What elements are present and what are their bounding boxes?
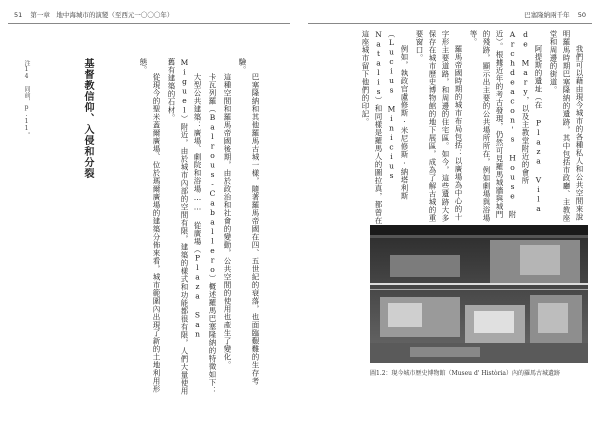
right-header-rule xyxy=(308,23,592,24)
left-page-body xyxy=(102,58,262,398)
right-page-number: 50 xyxy=(577,11,586,19)
left-header-rule xyxy=(8,23,290,24)
excavation-photo xyxy=(370,225,588,363)
paragraph: 卡瓦列羅（Balrous-Caballero）概述羅馬巴塞隆納的特徵如下： xyxy=(208,73,217,395)
paragraph: 巴塞隆納和其他羅馬古城一樣，隨著羅馬帝國在四、五世紀的衰落，也面臨艱難的生存考驗。 xyxy=(238,58,260,385)
roman-ruins-image xyxy=(370,225,588,363)
paragraph: 大型公共建築：廣場、劇院和浴場…… 從廣場（Plaza San Miguel）附近，由於城市內部的空間有限，建築的樣式和功能都很有限，人們大量使用舊有建築的石材。 xyxy=(167,58,202,395)
paragraph: 我們可以藉由現今城市的各種私人和公共空間來說明羅馬時期巴塞隆納的遺跡，其中包括市政廳、主教座堂和周邊的街道。 xyxy=(549,30,584,222)
left-page-header xyxy=(8,10,173,19)
left-running-title: 第一章 地中海城市的演變（至西元一〇〇〇年） xyxy=(30,11,174,19)
paragraph: 羅馬帝國時期的城市布局包括：以廣場為中心的十字形主要道路，和周邊的住宅區。如今，這些遺跡大多保存在城市歷史博物館的地下展區，成為了解古城的重要窗口。 xyxy=(415,30,463,222)
paragraph: 這種空間和羅馬帝國後期，由於政治和社會的變動，公共空間的使用也產生了變化。 xyxy=(223,73,232,369)
right-page-header xyxy=(524,10,592,19)
left-page-number: 51 xyxy=(14,11,23,19)
right-running-title: 巴塞隆納兩千年 xyxy=(524,11,570,19)
paragraph: 從現今的聖米蓋爾廣場、位於瑪爾廣場的建築分佈來看，城市範圍內出現了新的土地利用形態。 xyxy=(139,58,161,393)
paragraph: 阿提斯的遺址（在 Plaza Vila de Mary，以及主教堂附近的會所 Archdeacon's House 附近）。根據近年的考古發現，仍然可見羅馬城牆與城門的殘跡，顯示出主要的公共場所所在，例如劇場與浴場等。 xyxy=(469,30,543,222)
right-page-body xyxy=(361,30,586,225)
section-heading: 基督教信仰、入侵和分裂 xyxy=(82,58,93,179)
figure-caption: 圖1.2：現今城市歷史博物館（Museu d' Història）內的羅馬古城遺跡 xyxy=(370,370,560,377)
footnote: 注14 同前，p.11。 xyxy=(23,60,30,138)
paragraph: 例如，執政官盧修斯·米尼修斯·納塔利斯（Lucius Minicius Natalis）和同樣是羅馬人的圖拉真，都曾在這座城市留下他們的印記。 xyxy=(361,30,409,225)
